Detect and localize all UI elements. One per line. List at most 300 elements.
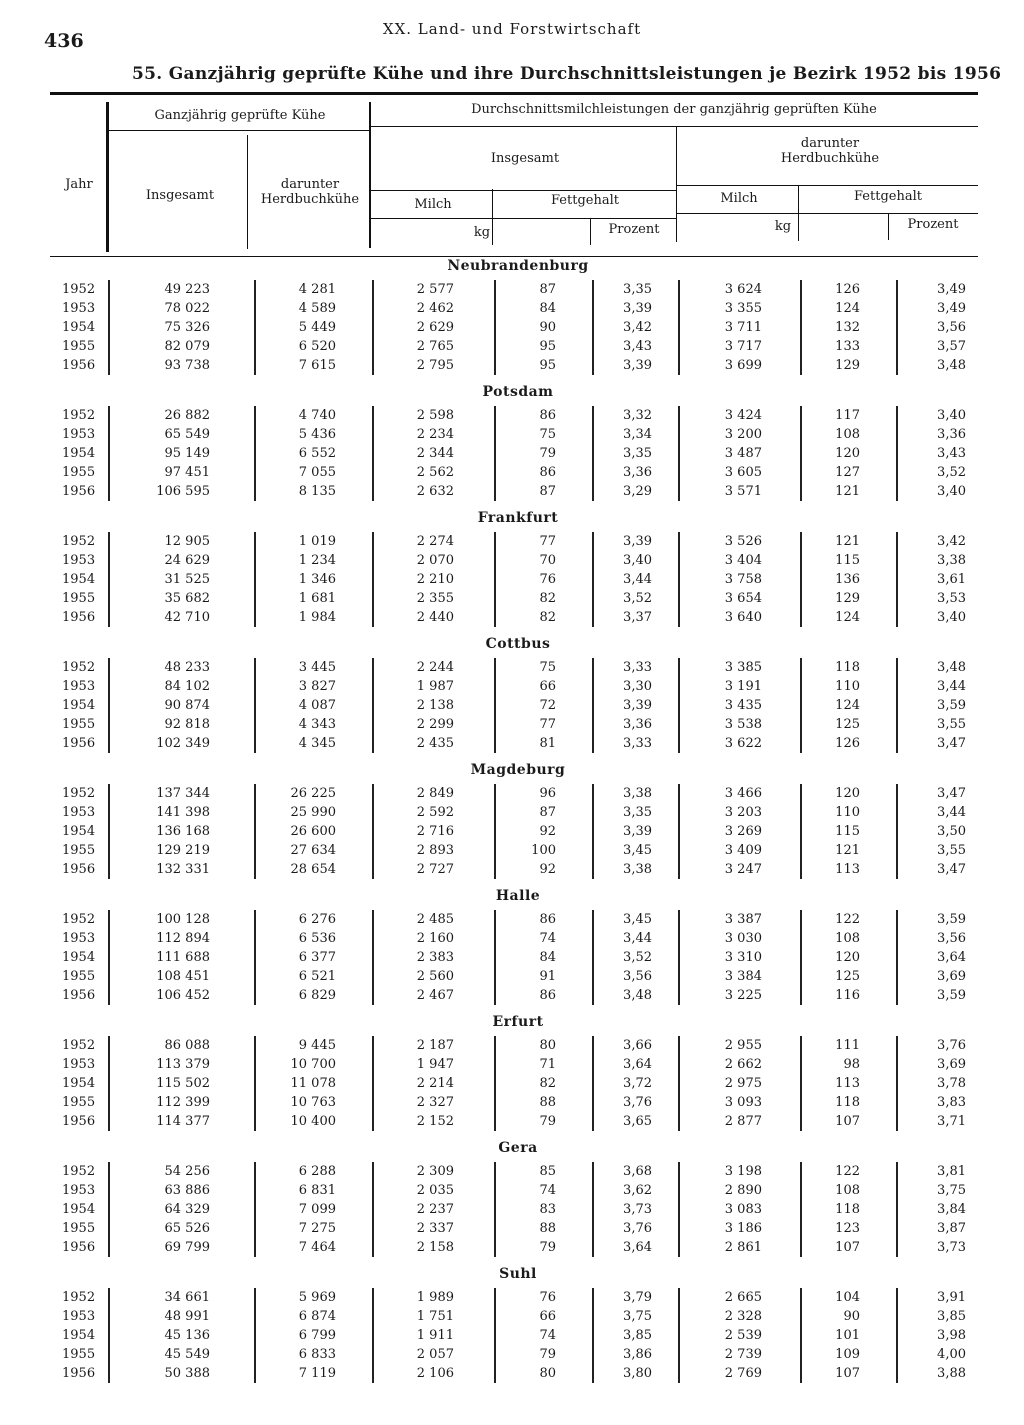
cell-herdbook-milk-kg: 3 622: [724, 736, 762, 751]
cell-herdbook-fat-kg: 118: [835, 1095, 860, 1110]
cell-total-cows: 54 256: [164, 1164, 210, 1179]
cell-fat-kg: 79: [539, 446, 556, 461]
unit-prozent-herd: Prozent: [907, 217, 959, 232]
cell-fat-percent: 3,80: [623, 1366, 652, 1381]
cell-herdbook-cows: 4 087: [298, 698, 336, 713]
cell-herdbook-cows: 9 445: [298, 1038, 336, 1053]
cell-fat-percent: 3,42: [623, 320, 652, 335]
cell-fat-kg: 74: [539, 931, 556, 946]
region-heading: Halle: [495, 888, 541, 904]
cell-year: 1956: [62, 358, 96, 373]
cell-milk-kg: 2 138: [416, 698, 454, 713]
cell-herdbook-fat-kg: 108: [835, 931, 860, 946]
cell-herdbook-fat-kg: 107: [835, 1366, 860, 1381]
cell-fat-kg: 80: [539, 1366, 556, 1381]
cell-total-cows: 82 079: [164, 339, 210, 354]
cell-herdbook-fat-percent: 3,64: [937, 950, 966, 965]
cell-total-cows: 115 502: [156, 1076, 210, 1091]
cell-fat-kg: 100: [531, 843, 556, 858]
cell-milk-kg: 2 632: [416, 484, 454, 499]
cell-herdbook-fat-percent: 3,48: [937, 660, 966, 675]
cell-total-cows: 95 149: [164, 446, 210, 461]
cell-herdbook-fat-kg: 124: [835, 698, 860, 713]
header-bottom-rule: [50, 256, 978, 257]
cell-herdbook-milk-kg: 3 203: [724, 805, 762, 820]
cell-herdbook-milk-kg: 3 605: [724, 465, 762, 480]
cell-year: 1955: [62, 1095, 96, 1110]
cell-herdbook-fat-kg: 124: [835, 610, 860, 625]
cell-herdbook-fat-kg: 104: [835, 1290, 860, 1305]
cell-milk-kg: 2 237: [416, 1202, 454, 1217]
cell-fat-percent: 3,39: [623, 358, 652, 373]
cell-herdbook-milk-kg: 2 665: [724, 1290, 762, 1305]
cell-herdbook-milk-kg: 3 198: [724, 1164, 762, 1179]
region-heading: Magdeburg: [470, 762, 566, 778]
table-row: [0, 698, 1024, 717]
cell-total-cows: 34 661: [164, 1290, 210, 1305]
cell-total-cows: 45 136: [164, 1328, 210, 1343]
cell-herdbook-milk-kg: 2 955: [724, 1038, 762, 1053]
cell-year: 1955: [62, 969, 96, 984]
cell-herdbook-cows: 1 681: [298, 591, 336, 606]
cell-herdbook-milk-kg: 3 435: [724, 698, 762, 713]
cell-fat-percent: 3,33: [623, 660, 652, 675]
cell-herdbook-cows: 10 763: [290, 1095, 336, 1110]
cell-milk-kg: 2 765: [416, 339, 454, 354]
table-row: [0, 320, 1024, 339]
cell-herdbook-fat-percent: 3,53: [937, 591, 966, 606]
cell-fat-kg: 87: [539, 282, 556, 297]
cell-milk-kg: 2 485: [416, 912, 454, 927]
table-row: [0, 572, 1024, 591]
cell-fat-kg: 83: [539, 1202, 556, 1217]
cell-fat-percent: 3,36: [623, 717, 652, 732]
cell-total-cows: 106 595: [156, 484, 210, 499]
cell-fat-kg: 91: [539, 969, 556, 984]
cell-fat-percent: 3,73: [623, 1202, 652, 1217]
cell-year: 1955: [62, 1221, 96, 1236]
cell-milk-kg: 2 893: [416, 843, 454, 858]
cell-fat-percent: 3,37: [623, 610, 652, 625]
cell-total-cows: 86 088: [164, 1038, 210, 1053]
cell-herdbook-fat-percent: 3,69: [937, 1057, 966, 1072]
cell-year: 1955: [62, 339, 96, 354]
cell-milk-kg: 2 629: [416, 320, 454, 335]
cell-total-cows: 64 329: [164, 1202, 210, 1217]
header-divider: [369, 102, 371, 248]
cell-fat-kg: 74: [539, 1183, 556, 1198]
cell-herdbook-fat-kg: 90: [843, 1309, 860, 1324]
cell-milk-kg: 1 989: [416, 1290, 454, 1305]
cell-herdbook-fat-percent: 3,75: [937, 1183, 966, 1198]
cell-year: 1956: [62, 484, 96, 499]
cell-herdbook-milk-kg: 3 409: [724, 843, 762, 858]
cell-herdbook-cows: 1 984: [298, 610, 336, 625]
cell-herdbook-cows: 4 345: [298, 736, 336, 751]
cell-herdbook-cows: 6 829: [298, 988, 336, 1003]
cell-herdbook-milk-kg: 2 739: [724, 1347, 762, 1362]
cell-herdbook-milk-kg: 3 355: [724, 301, 762, 316]
cell-total-cows: 65 526: [164, 1221, 210, 1236]
cell-herdbook-milk-kg: 2 662: [724, 1057, 762, 1072]
region-heading: Neubrandenburg: [447, 258, 589, 274]
cell-fat-kg: 88: [539, 1221, 556, 1236]
cell-year: 1952: [62, 534, 96, 549]
col-milch: Milch: [414, 197, 452, 212]
cell-fat-kg: 77: [539, 717, 556, 732]
cell-herdbook-cows: 1 234: [298, 553, 336, 568]
cell-total-cows: 97 451: [164, 465, 210, 480]
cell-total-cows: 90 874: [164, 698, 210, 713]
cell-herdbook-cows: 11 078: [290, 1076, 336, 1091]
cell-herdbook-milk-kg: 2 975: [724, 1076, 762, 1091]
cell-year: 1956: [62, 1240, 96, 1255]
cell-milk-kg: 2 327: [416, 1095, 454, 1110]
cell-fat-percent: 3,45: [623, 843, 652, 858]
cell-herdbook-fat-kg: 121: [835, 843, 860, 858]
table-row: [0, 679, 1024, 698]
subgroup-darunter: darunter Herdbuchkühe: [780, 136, 880, 166]
cell-total-cows: 78 022: [164, 301, 210, 316]
cell-fat-percent: 3,56: [623, 969, 652, 984]
cell-total-cows: 92 818: [164, 717, 210, 732]
cell-herdbook-fat-percent: 3,56: [937, 320, 966, 335]
cell-herdbook-fat-percent: 3,52: [937, 465, 966, 480]
cell-herdbook-fat-percent: 3,40: [937, 484, 966, 499]
cell-herdbook-cows: 10 400: [290, 1114, 336, 1129]
cell-year: 1956: [62, 1114, 96, 1129]
cell-fat-kg: 84: [539, 950, 556, 965]
cell-herdbook-cows: 7 275: [298, 1221, 336, 1236]
cell-herdbook-milk-kg: 3 269: [724, 824, 762, 839]
cell-total-cows: 141 398: [156, 805, 210, 820]
cell-total-cows: 112 399: [156, 1095, 210, 1110]
cell-milk-kg: 2 274: [416, 534, 454, 549]
cell-total-cows: 100 128: [156, 912, 210, 927]
cell-fat-kg: 82: [539, 591, 556, 606]
cell-milk-kg: 2 562: [416, 465, 454, 480]
cell-fat-kg: 75: [539, 427, 556, 442]
cell-herdbook-fat-percent: 3,84: [937, 1202, 966, 1217]
cell-herdbook-fat-kg: 108: [835, 1183, 860, 1198]
cell-herdbook-milk-kg: 3 387: [724, 912, 762, 927]
cell-milk-kg: 2 344: [416, 446, 454, 461]
table-row: [0, 843, 1024, 862]
header-rule: [108, 130, 370, 131]
cell-herdbook-fat-percent: 3,88: [937, 1366, 966, 1381]
cell-herdbook-cows: 6 799: [298, 1328, 336, 1343]
cell-total-cows: 42 710: [164, 610, 210, 625]
col-insgesamt: Insgesamt: [145, 188, 215, 203]
cell-herdbook-milk-kg: 3 538: [724, 717, 762, 732]
cell-herdbook-milk-kg: 3 384: [724, 969, 762, 984]
cell-total-cows: 26 882: [164, 408, 210, 423]
header-rule: [371, 218, 677, 219]
cell-herdbook-fat-kg: 121: [835, 484, 860, 499]
region-heading: Frankfurt: [477, 510, 559, 526]
cell-herdbook-fat-kg: 111: [835, 1038, 860, 1053]
cell-year: 1954: [62, 824, 96, 839]
cell-fat-percent: 3,68: [623, 1164, 652, 1179]
table-row: [0, 660, 1024, 679]
cell-year: 1955: [62, 843, 96, 858]
cell-fat-kg: 88: [539, 1095, 556, 1110]
cell-total-cows: 63 886: [164, 1183, 210, 1198]
table-row: [0, 301, 1024, 320]
cell-herdbook-fat-percent: 3,85: [937, 1309, 966, 1324]
cell-fat-percent: 3,33: [623, 736, 652, 751]
cell-milk-kg: 2 035: [416, 1183, 454, 1198]
table-row: [0, 1347, 1024, 1366]
cell-year: 1956: [62, 862, 96, 877]
cell-milk-kg: 2 727: [416, 862, 454, 877]
cell-herdbook-cows: 26 600: [290, 824, 336, 839]
unit-prozent: Prozent: [608, 222, 660, 237]
cell-herdbook-milk-kg: 3 200: [724, 427, 762, 442]
cell-milk-kg: 2 187: [416, 1038, 454, 1053]
cell-herdbook-cows: 6 521: [298, 969, 336, 984]
cell-herdbook-milk-kg: 3 699: [724, 358, 762, 373]
cell-herdbook-milk-kg: 2 861: [724, 1240, 762, 1255]
cell-fat-percent: 3,65: [623, 1114, 652, 1129]
cell-year: 1953: [62, 679, 96, 694]
cell-fat-kg: 80: [539, 1038, 556, 1053]
header-divider: [106, 102, 109, 252]
cell-herdbook-fat-kg: 107: [835, 1240, 860, 1255]
subgroup-insgesamt: Insgesamt: [490, 151, 560, 166]
table-row: [0, 534, 1024, 553]
cell-year: 1954: [62, 320, 96, 335]
cell-year: 1955: [62, 717, 96, 732]
region-heading: Gera: [498, 1140, 538, 1156]
cell-total-cows: 132 331: [156, 862, 210, 877]
cell-fat-kg: 87: [539, 484, 556, 499]
cell-fat-percent: 3,48: [623, 988, 652, 1003]
col-darunter-herdbuch: darunter Herdbuchkühe: [260, 177, 360, 207]
cell-total-cows: 65 549: [164, 427, 210, 442]
table-row: [0, 339, 1024, 358]
cell-herdbook-fat-percent: 3,42: [937, 534, 966, 549]
cell-herdbook-fat-percent: 3,73: [937, 1240, 966, 1255]
cell-year: 1952: [62, 1038, 96, 1053]
cell-fat-percent: 3,39: [623, 534, 652, 549]
cell-year: 1952: [62, 1164, 96, 1179]
cell-fat-kg: 95: [539, 339, 556, 354]
cell-year: 1956: [62, 610, 96, 625]
cell-herdbook-fat-kg: 121: [835, 534, 860, 549]
cell-milk-kg: 2 440: [416, 610, 454, 625]
header-divider: [676, 126, 677, 242]
table-row: [0, 1095, 1024, 1114]
cell-herdbook-fat-percent: 3,59: [937, 912, 966, 927]
cell-herdbook-milk-kg: 3 466: [724, 786, 762, 801]
table-row: [0, 912, 1024, 931]
cell-herdbook-cows: 8 135: [298, 484, 336, 499]
cell-fat-percent: 3,66: [623, 1038, 652, 1053]
cell-total-cows: 48 991: [164, 1309, 210, 1324]
cell-herdbook-cows: 6 276: [298, 912, 336, 927]
cell-herdbook-fat-percent: 3,49: [937, 282, 966, 297]
cell-herdbook-fat-kg: 113: [835, 862, 860, 877]
cell-herdbook-cows: 3 827: [298, 679, 336, 694]
cell-herdbook-fat-kg: 124: [835, 301, 860, 316]
cell-herdbook-milk-kg: 3 093: [724, 1095, 762, 1110]
cell-milk-kg: 1 751: [416, 1309, 454, 1324]
region-heading: Cottbus: [485, 636, 551, 652]
cell-herdbook-cows: 6 831: [298, 1183, 336, 1198]
table-row: [0, 484, 1024, 503]
cell-year: 1955: [62, 591, 96, 606]
col-fettgehalt: Fettgehalt: [551, 193, 619, 208]
cell-fat-kg: 85: [539, 1164, 556, 1179]
cell-milk-kg: 2 158: [416, 1240, 454, 1255]
table-row: [0, 1164, 1024, 1183]
cell-herdbook-cows: 1 346: [298, 572, 336, 587]
cell-herdbook-fat-percent: 3,71: [937, 1114, 966, 1129]
cell-total-cows: 111 688: [156, 950, 210, 965]
cell-herdbook-milk-kg: 2 877: [724, 1114, 762, 1129]
cell-year: 1952: [62, 660, 96, 675]
cell-milk-kg: 2 467: [416, 988, 454, 1003]
cell-fat-kg: 95: [539, 358, 556, 373]
cell-milk-kg: 2 244: [416, 660, 454, 675]
cell-year: 1953: [62, 931, 96, 946]
cell-herdbook-fat-percent: 3,98: [937, 1328, 966, 1343]
cell-fat-percent: 3,52: [623, 950, 652, 965]
table-row: [0, 969, 1024, 988]
cell-total-cows: 84 102: [164, 679, 210, 694]
cell-herdbook-cows: 5 449: [298, 320, 336, 335]
cell-fat-kg: 66: [539, 1309, 556, 1324]
cell-herdbook-fat-kg: 113: [835, 1076, 860, 1091]
cell-herdbook-milk-kg: 3 711: [724, 320, 762, 335]
cell-herdbook-fat-kg: 120: [835, 786, 860, 801]
cell-fat-kg: 81: [539, 736, 556, 751]
cell-herdbook-fat-kg: 125: [835, 969, 860, 984]
cell-total-cows: 45 549: [164, 1347, 210, 1362]
cell-fat-percent: 3,76: [623, 1221, 652, 1236]
cell-herdbook-fat-kg: 101: [835, 1328, 860, 1343]
cell-total-cows: 12 905: [164, 534, 210, 549]
unit-kg-herd: kg: [774, 219, 792, 234]
cell-year: 1953: [62, 1183, 96, 1198]
cell-fat-percent: 3,45: [623, 912, 652, 927]
cell-herdbook-fat-kg: 126: [835, 736, 860, 751]
cell-fat-kg: 86: [539, 988, 556, 1003]
cell-herdbook-fat-percent: 3,47: [937, 862, 966, 877]
cell-herdbook-fat-kg: 123: [835, 1221, 860, 1236]
cell-herdbook-fat-kg: 126: [835, 282, 860, 297]
table-row: [0, 358, 1024, 377]
cell-milk-kg: 2 592: [416, 805, 454, 820]
cell-fat-kg: 76: [539, 1290, 556, 1305]
cell-fat-percent: 3,38: [623, 786, 652, 801]
running-head: XX. Land- und Forstwirtschaft: [382, 20, 642, 38]
cell-herdbook-milk-kg: 2 769: [724, 1366, 762, 1381]
cell-milk-kg: 2 435: [416, 736, 454, 751]
region-heading: Potsdam: [482, 384, 554, 400]
cell-herdbook-milk-kg: 3 640: [724, 610, 762, 625]
cell-year: 1954: [62, 1076, 96, 1091]
cell-milk-kg: 2 849: [416, 786, 454, 801]
cell-herdbook-cows: 4 281: [298, 282, 336, 297]
cell-herdbook-cows: 1 019: [298, 534, 336, 549]
cell-herdbook-milk-kg: 3 571: [724, 484, 762, 499]
cell-herdbook-cows: 6 552: [298, 446, 336, 461]
cell-herdbook-fat-kg: 129: [835, 591, 860, 606]
cell-year: 1955: [62, 465, 96, 480]
cell-fat-percent: 3,39: [623, 301, 652, 316]
cell-herdbook-fat-kg: 115: [835, 553, 860, 568]
cell-milk-kg: 2 355: [416, 591, 454, 606]
cell-herdbook-fat-percent: 3,38: [937, 553, 966, 568]
cell-herdbook-milk-kg: 3 654: [724, 591, 762, 606]
table-row: [0, 610, 1024, 629]
cell-herdbook-fat-kg: 118: [835, 1202, 860, 1217]
table-row: [0, 408, 1024, 427]
cell-year: 1954: [62, 950, 96, 965]
cell-herdbook-fat-kg: 127: [835, 465, 860, 480]
cell-fat-percent: 3,86: [623, 1347, 652, 1362]
cell-herdbook-fat-percent: 3,59: [937, 698, 966, 713]
cell-milk-kg: 2 152: [416, 1114, 454, 1129]
cell-milk-kg: 2 337: [416, 1221, 454, 1236]
cell-herdbook-fat-kg: 122: [835, 1164, 860, 1179]
cell-fat-kg: 86: [539, 408, 556, 423]
cell-herdbook-cows: 7 119: [298, 1366, 336, 1381]
cell-herdbook-cows: 26 225: [290, 786, 336, 801]
cell-fat-kg: 92: [539, 824, 556, 839]
cell-herdbook-cows: 6 833: [298, 1347, 336, 1362]
cell-fat-kg: 74: [539, 1328, 556, 1343]
cell-total-cows: 50 388: [164, 1366, 210, 1381]
cell-total-cows: 48 233: [164, 660, 210, 675]
cell-fat-percent: 3,85: [623, 1328, 652, 1343]
unit-kg: kg: [473, 225, 491, 240]
table-row: [0, 1309, 1024, 1328]
table-row: [0, 591, 1024, 610]
cell-herdbook-fat-percent: 3,61: [937, 572, 966, 587]
table-row: [0, 427, 1024, 446]
cell-herdbook-fat-percent: 3,36: [937, 427, 966, 442]
cell-herdbook-cows: 4 589: [298, 301, 336, 316]
cell-fat-percent: 3,44: [623, 931, 652, 946]
table-row: [0, 465, 1024, 484]
cell-milk-kg: 2 057: [416, 1347, 454, 1362]
cell-total-cows: 31 525: [164, 572, 210, 587]
cell-herdbook-fat-percent: 3,44: [937, 679, 966, 694]
cell-total-cows: 108 451: [156, 969, 210, 984]
cell-year: 1955: [62, 1347, 96, 1362]
cell-herdbook-fat-percent: 3,76: [937, 1038, 966, 1053]
cell-fat-kg: 96: [539, 786, 556, 801]
cell-year: 1953: [62, 1309, 96, 1324]
cell-milk-kg: 2 160: [416, 931, 454, 946]
cell-fat-percent: 3,36: [623, 465, 652, 480]
cell-herdbook-milk-kg: 3 247: [724, 862, 762, 877]
table-row: [0, 805, 1024, 824]
cell-milk-kg: 1 947: [416, 1057, 454, 1072]
cell-herdbook-milk-kg: 3 424: [724, 408, 762, 423]
cell-year: 1956: [62, 988, 96, 1003]
cell-herdbook-milk-kg: 2 890: [724, 1183, 762, 1198]
cell-fat-kg: 66: [539, 679, 556, 694]
cell-herdbook-fat-percent: 3,59: [937, 988, 966, 1003]
cell-herdbook-milk-kg: 3 191: [724, 679, 762, 694]
cell-herdbook-milk-kg: 3 385: [724, 660, 762, 675]
cell-fat-percent: 3,52: [623, 591, 652, 606]
cell-total-cows: 102 349: [156, 736, 210, 751]
